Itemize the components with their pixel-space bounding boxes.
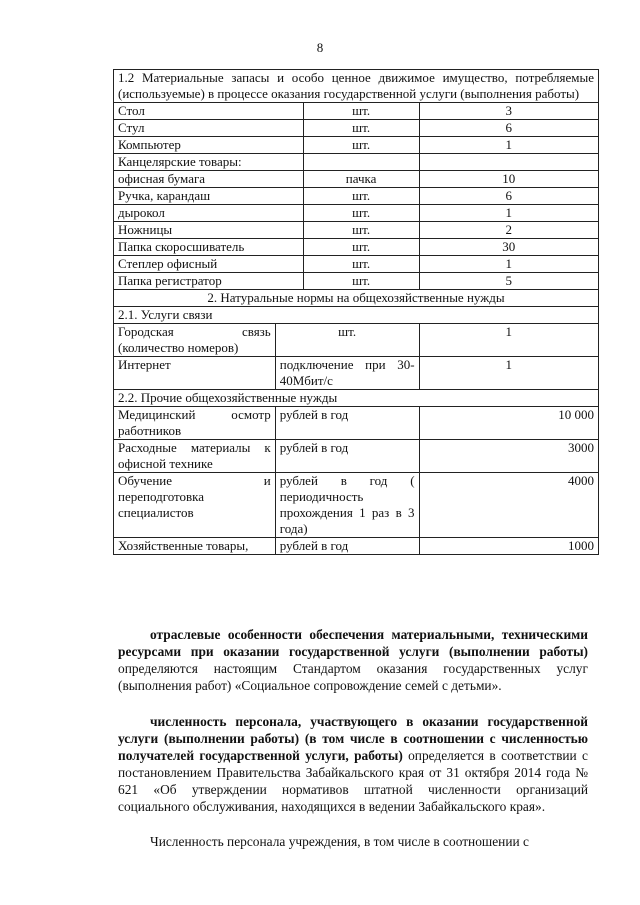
paragraph-2-bold: численность персонала, участвующего в оказании государственной услуги (выполнении работы) (в том числе в соотношении с численностью получателей государственной услуги, работы) (118, 714, 588, 763)
item-qty: 4000 (419, 473, 598, 538)
item-qty: 30 (419, 239, 598, 256)
item-name: Компьютер (114, 137, 304, 154)
item-unit: шт. (303, 103, 419, 120)
item-name: дырокол (114, 205, 304, 222)
item-qty: 2 (419, 222, 598, 239)
resources-table-body (114, 70, 599, 555)
item-name: Папка регистратор (114, 273, 304, 290)
table-row (114, 188, 599, 205)
item-name: Степлер офисный (114, 256, 304, 273)
item-name: Ножницы (114, 222, 304, 239)
table-row (114, 103, 599, 120)
item-qty: 6 (419, 120, 598, 137)
paragraph-1-bold: отраслевые особенности обеспечения материальными, техническими ресурсами при оказании государственной услуги (выполнении работы) (118, 627, 588, 659)
item-qty: 3 (419, 103, 598, 120)
table-section-header (114, 70, 599, 103)
item-unit: шт. (275, 324, 419, 357)
item-name: Стул (114, 120, 304, 137)
item-name: Хозяйственные товары, (114, 538, 276, 555)
item-unit: рублей в год (275, 538, 419, 555)
item-name: Канцелярские товары: (114, 154, 304, 171)
item-name: Интернет (114, 357, 276, 390)
table-row (114, 473, 599, 538)
item-unit: шт. (303, 273, 419, 290)
item-unit: рублей в год (275, 440, 419, 473)
table-row (114, 273, 599, 290)
item-name: Ручка, карандаш (114, 188, 304, 205)
item-qty: 1 (419, 256, 598, 273)
item-qty: 10 000 (419, 407, 598, 440)
item-unit: рублей в год ( периодичность прохождения 1 раз в 3 года) (275, 473, 419, 538)
section-1-2-title: 1.2 Материальные запасы и особо ценное движимое имущество, потребляемые (используемые) в процессе оказания государственной услуги (выполнения работы) (114, 70, 599, 103)
table-row (114, 154, 599, 171)
table-row (114, 440, 599, 473)
table-row (114, 239, 599, 256)
item-unit: шт. (303, 137, 419, 154)
table-row (114, 137, 599, 154)
table-section-header (114, 307, 599, 324)
item-unit: шт. (303, 256, 419, 273)
paragraph-staff-count (118, 713, 588, 815)
paragraph-1-text: определяются настоящим Стандартом оказания государственных услуг (выполнения работ) «Социальное сопровождение семей с детьми». (118, 661, 588, 693)
resources-table (113, 69, 599, 555)
item-name: Папка скоросшиватель (114, 239, 304, 256)
item-qty: 10 (419, 171, 598, 188)
table-row (114, 171, 599, 188)
section-2-title: 2. Натуральные нормы на общехозяйственные нужды (114, 290, 599, 307)
page-number: 8 (316, 40, 324, 55)
paragraph-material-features (118, 626, 588, 694)
item-qty: 1 (419, 324, 598, 357)
table-row (114, 120, 599, 137)
item-qty: 3000 (419, 440, 598, 473)
item-qty: 1 (419, 205, 598, 222)
table-row (114, 256, 599, 273)
table-row (114, 324, 599, 357)
section-2-1-title: 2.1. Услуги связи (114, 307, 599, 324)
paragraph-2-text: определяется в соответствии с постановлением Правительства Забайкальского края от 31 октября 2014 года № 621 «Об утверждении нормативов штатной численности организаций социального обслуживания, находящихся в ведении Забайкальского края». (118, 748, 588, 814)
item-name: Медицинский осмотр работников (114, 407, 276, 440)
paragraph-staff-ratio: Численность персонала учреждения, в том числе в соотношении с (150, 834, 529, 849)
item-qty: 1000 (419, 538, 598, 555)
table-section-header (114, 290, 599, 307)
item-unit: шт. (303, 188, 419, 205)
item-unit: пачка (303, 171, 419, 188)
item-unit: шт. (303, 239, 419, 256)
item-name: Расходные материалы к офисной технике (114, 440, 276, 473)
table-row (114, 357, 599, 390)
table-row (114, 538, 599, 555)
item-qty: 5 (419, 273, 598, 290)
item-unit (303, 154, 419, 171)
item-qty: 1 (419, 357, 598, 390)
item-name: Городская связь (количество номеров) (114, 324, 276, 357)
table-row (114, 222, 599, 239)
item-qty (419, 154, 598, 171)
item-unit: шт. (303, 120, 419, 137)
table-row (114, 407, 599, 440)
item-qty: 6 (419, 188, 598, 205)
section-2-2-title: 2.2. Прочие общехозяйственные нужды (114, 390, 599, 407)
item-unit: шт. (303, 205, 419, 222)
item-name: Стол (114, 103, 304, 120)
item-unit: подключение при 30-40Мбит/с (275, 357, 419, 390)
item-name: Обучение и переподготовка специалистов (114, 473, 276, 538)
table-section-header (114, 390, 599, 407)
table-row (114, 205, 599, 222)
item-unit: шт. (303, 222, 419, 239)
item-name: офисная бумага (114, 171, 304, 188)
item-qty: 1 (419, 137, 598, 154)
item-unit: рублей в год (275, 407, 419, 440)
